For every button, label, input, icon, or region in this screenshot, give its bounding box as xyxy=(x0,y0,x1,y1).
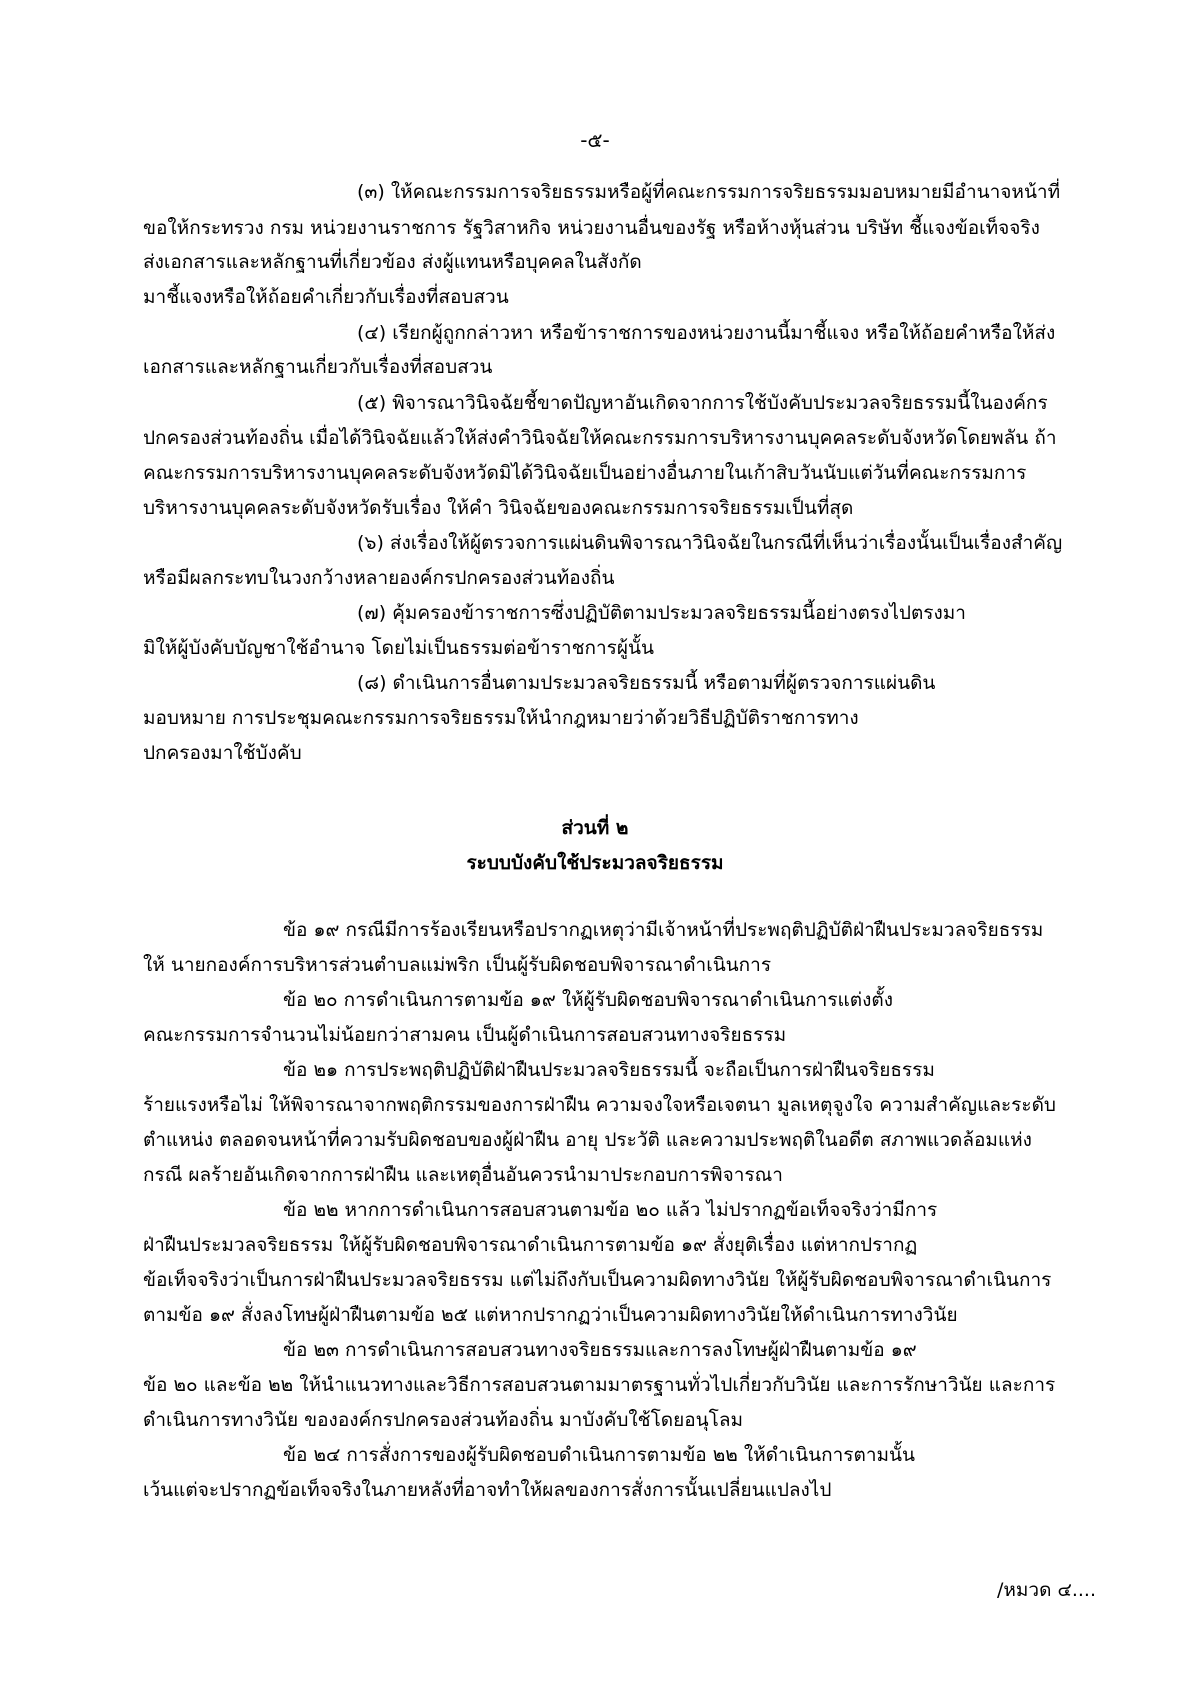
paragraph-line: ตำแหน่ง ตลอดจนหน้าที่ความรับผิดชอบของผู้ฝ่าฝืน อายุ ประวัติ และความประพฤติในอดีต สภาพแวดล้อมแห่ง xyxy=(143,1129,1032,1151)
paragraph-line: มาชี้แจงหรือให้ถ้อยคำเกี่ยวกับเรื่องที่สอบสวน xyxy=(143,286,509,308)
paragraph-line: (๖) ส่งเรื่องให้ผู้ตรวจการแผ่นดินพิจารณาวินิจฉัยในกรณีที่เห็นว่าเรื่องนั้นเป็นเรื่องสำคัญ xyxy=(357,532,1063,554)
paragraph-line: ฝ่าฝืนประมวลจริยธรรม ให้ผู้รับผิดชอบพิจารณาดำเนินการตามข้อ ๑๙ สั่งยุติเรื่อง แต่หากปรากฏ xyxy=(143,1234,918,1256)
paragraph-line: ดำเนินการทางวินัย ขององค์กรปกครองส่วนท้องถิ่น มาบังคับใช้โดยอนุโลม xyxy=(143,1409,744,1431)
paragraph-line: ส่งเอกสารและหลักฐานที่เกี่ยวข้อง ส่งผู้แทนหรือบุคคลในสังกัด xyxy=(143,251,642,273)
paragraph-line: (๔) เรียกผู้ถูกกล่าวหา หรือข้าราชการของหน่วยงานนี้มาชี้แจง หรือให้ถ้อยคำหรือให้ส่ง xyxy=(357,322,1056,344)
page-continuation: /หมวด ๔.... xyxy=(996,1579,1096,1601)
paragraph-line: ปกครองมาใช้บังคับ xyxy=(143,742,302,764)
paragraph-line: บริหารงานบุคคลระดับจังหวัดรับเรื่อง ให้คำ วินิจฉัยของคณะกรรมการจริยธรรมเป็นที่สุด xyxy=(143,497,854,519)
paragraph-line: มอบหมาย การประชุมคณะกรรมการจริยธรรมให้นำกฎหมายว่าด้วยวิธีปฏิบัติราชการทาง xyxy=(143,707,859,729)
paragraph-line: ข้อเท็จจริงว่าเป็นการฝ่าฝืนประมวลจริยธรรม แต่ไม่ถึงกับเป็นความผิดทางวินัย ให้ผู้รับผิดชอบพิจารณาดำเนินการ xyxy=(143,1269,1052,1291)
paragraph-line: หรือมีผลกระทบในวงกว้างหลายองค์กรปกครองส่วนท้องถิ่น xyxy=(143,567,615,589)
paragraph-line: ขอให้กระทรวง กรม หน่วยงานราชการ รัฐวิสาหกิจ หน่วยงานอื่นของรัฐ หรือห้างหุ้นส่วน บริษัท ชี้แจงข้อเท็จจริง xyxy=(143,217,1040,239)
section-title: ส่วนที่ ๒ xyxy=(561,817,629,839)
paragraph-line: ข้อ ๒๑ การประพฤติปฏิบัติฝ่าฝืนประมวลจริยธรรมนี้ จะถือเป็นการฝ่าฝืนจริยธรรม xyxy=(283,1059,935,1081)
paragraph-line: ข้อ ๑๙ กรณีมีการร้องเรียนหรือปรากฏเหตุว่ามีเจ้าหน้าที่ประพฤติปฏิบัติฝ่าฝืนประมวลจริยธรรม xyxy=(283,919,1044,941)
paragraph-line: ตามข้อ ๑๙ สั่งลงโทษผู้ฝ่าฝืนตามข้อ ๒๕ แต่หากปรากฏว่าเป็นความผิดทางวินัยให้ดำเนินการทางวินัย xyxy=(143,1304,958,1326)
paragraph-line: ข้อ ๒๐ การดำเนินการตามข้อ ๑๙ ให้ผู้รับผิดชอบพิจารณาดำเนินการแต่งตั้ง xyxy=(283,989,894,1011)
paragraph-line: ข้อ ๒๐ และข้อ ๒๒ ให้นำแนวทางและวิธีการสอบสวนตามมาตรฐานทั่วไปเกี่ยวกับวินัย และการรักษาวินัย และการ xyxy=(143,1374,1056,1396)
paragraph-line: กรณี ผลร้ายอันเกิดจากการฝ่าฝืน และเหตุอื่นอันควรนำมาประกอบการพิจารณา xyxy=(143,1164,783,1186)
paragraph-line: (๘) ดำเนินการอื่นตามประมวลจริยธรรมนี้ หรือตามที่ผู้ตรวจการแผ่นดิน xyxy=(357,672,936,694)
paragraph-line: (๓) ให้คณะกรรมการจริยธรรมหรือผู้ที่คณะกรรมการจริยธรรมมอบหมายมีอำนาจหน้าที่ xyxy=(357,181,1061,203)
paragraph-line: มิให้ผู้บังคับบัญชาใช้อำนาจ โดยไม่เป็นธรรมต่อข้าราชการผู้นั้น xyxy=(143,637,654,659)
paragraph-line: ร้ายแรงหรือไม่ ให้พิจารณาจากพฤติกรรมของการฝ่าฝืน ความจงใจหรือเจตนา มูลเหตุจูงใจ ความสำคัญและระดับ xyxy=(143,1094,1056,1116)
paragraph-line: ข้อ ๒๒ หากการดำเนินการสอบสวนตามข้อ ๒๐ แล้ว ไม่ปรากฏข้อเท็จจริงว่ามีการ xyxy=(283,1199,938,1221)
paragraph-line: เอกสารและหลักฐานเกี่ยวกับเรื่องที่สอบสวน xyxy=(143,356,493,378)
page-number: -๕- xyxy=(580,128,610,152)
paragraph-line: เว้นแต่จะปรากฏข้อเท็จจริงในภายหลังที่อาจทำให้ผลของการสั่งการนั้นเปลี่ยนแปลงไป xyxy=(143,1479,832,1501)
paragraph-line: (๗) คุ้มครองข้าราชการซึ่งปฏิบัติตามประมวลจริยธรรมนี้อย่างตรงไปตรงมา xyxy=(357,602,966,624)
paragraph-line: ปกครองส่วนท้องถิ่น เมื่อได้วินิจฉัยแล้วให้ส่งคำวินิจฉัยให้คณะกรรมการบริหารงานบุคคลระดับจังหวัดโดยพลัน ถ้า xyxy=(143,427,1057,449)
paragraph-line: ข้อ ๒๓ การดำเนินการสอบสวนทางจริยธรรมและการลงโทษผู้ฝ่าฝืนตามข้อ ๑๙ xyxy=(283,1339,917,1361)
paragraph-line: คณะกรรมการจำนวนไม่น้อยกว่าสามคน เป็นผู้ดำเนินการสอบสวนทางจริยธรรม xyxy=(143,1024,787,1046)
paragraph-line: ให้ นายกองค์การบริหารส่วนตำบลแม่พริก เป็นผู้รับผิดชอบพิจารณาดำเนินการ xyxy=(143,954,772,976)
paragraph-line: คณะกรรมการบริหารงานบุคคลระดับจังหวัดมิได้วินิจฉัยเป็นอย่างอื่นภายในเก้าสิบวันนับแต่วันที่คณะกรรมการ xyxy=(143,462,1027,484)
paragraph-line: (๕) พิจารณาวินิจฉัยชี้ขาดปัญหาอันเกิดจากการใช้บังคับประมวลจริยธรรมนี้ในองค์กร xyxy=(357,392,1048,414)
paragraph-line: ข้อ ๒๔ การสั่งการของผู้รับผิดชอบดำเนินการตามข้อ ๒๒ ให้ดำเนินการตามนั้น xyxy=(283,1444,916,1466)
section-subtitle: ระบบบังคับใช้ประมวลจริยธรรม xyxy=(466,852,724,874)
